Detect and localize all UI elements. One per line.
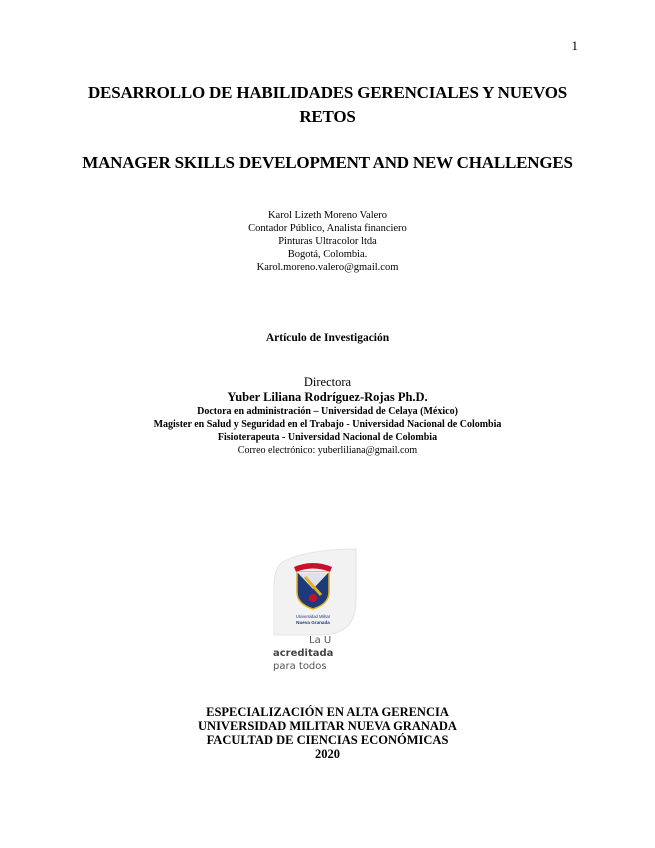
title-spanish-line1: DESARROLLO DE HABILIDADES GERENCIALES Y NUEVOS xyxy=(87,83,567,102)
footer-year: 2020 xyxy=(315,747,340,761)
director-label: Directora xyxy=(303,375,352,389)
tagline-line1: La U xyxy=(309,635,332,646)
tagline-line2: acreditada xyxy=(273,648,334,659)
footer-faculty: FACULTAD DE CIENCIAS ECONÓMICAS xyxy=(206,733,449,747)
author-name: Karol Lizeth Moreno Valero xyxy=(267,210,388,221)
director-degree-doctorate: Doctora en administración – Universidad de Celaya (México) xyxy=(197,406,458,417)
tagline-line3: para todos xyxy=(273,661,327,672)
page-number: 1 xyxy=(571,38,578,53)
logo-university-line1: Universidad Militar xyxy=(295,614,331,619)
logo-university-line2: Nueva Granada xyxy=(296,620,330,625)
logo-tagline xyxy=(273,634,333,673)
director-degree-magister: Magister en Salud y Seguridad en el Trabajo - Universidad Nacional de Colombia xyxy=(153,419,502,430)
article-type: Artículo de Investigación xyxy=(265,332,390,344)
title-spanish-line2: RETOS xyxy=(299,107,356,126)
title-english: MANAGER SKILLS DEVELOPMENT AND NEW CHALLENGES xyxy=(82,153,573,172)
footer-block xyxy=(0,705,655,761)
footer-program: ESPECIALIZACIÓN EN ALTA GERENCIA xyxy=(206,705,449,719)
footer-university: UNIVERSIDAD MILITAR NUEVA GRANADA xyxy=(198,719,457,733)
director-info xyxy=(0,405,655,457)
author-location: Bogotá, Colombia. xyxy=(287,249,368,260)
director-degree-physio: Fisioterapeuta - Universidad Nacional de Colombia xyxy=(217,432,438,443)
director-email: Correo electrónico: yuberliliana@gmail.com xyxy=(237,445,418,456)
author-company: Pinturas Ultracolor ltda xyxy=(278,236,377,247)
author-role: Contador Público, Analista financiero xyxy=(248,223,407,234)
director-name: Yuber Liliana Rodríguez-Rojas Ph.D. xyxy=(227,390,428,404)
author-email: Karol.moreno.valero@gmail.com xyxy=(256,262,399,273)
author-block xyxy=(0,209,655,274)
